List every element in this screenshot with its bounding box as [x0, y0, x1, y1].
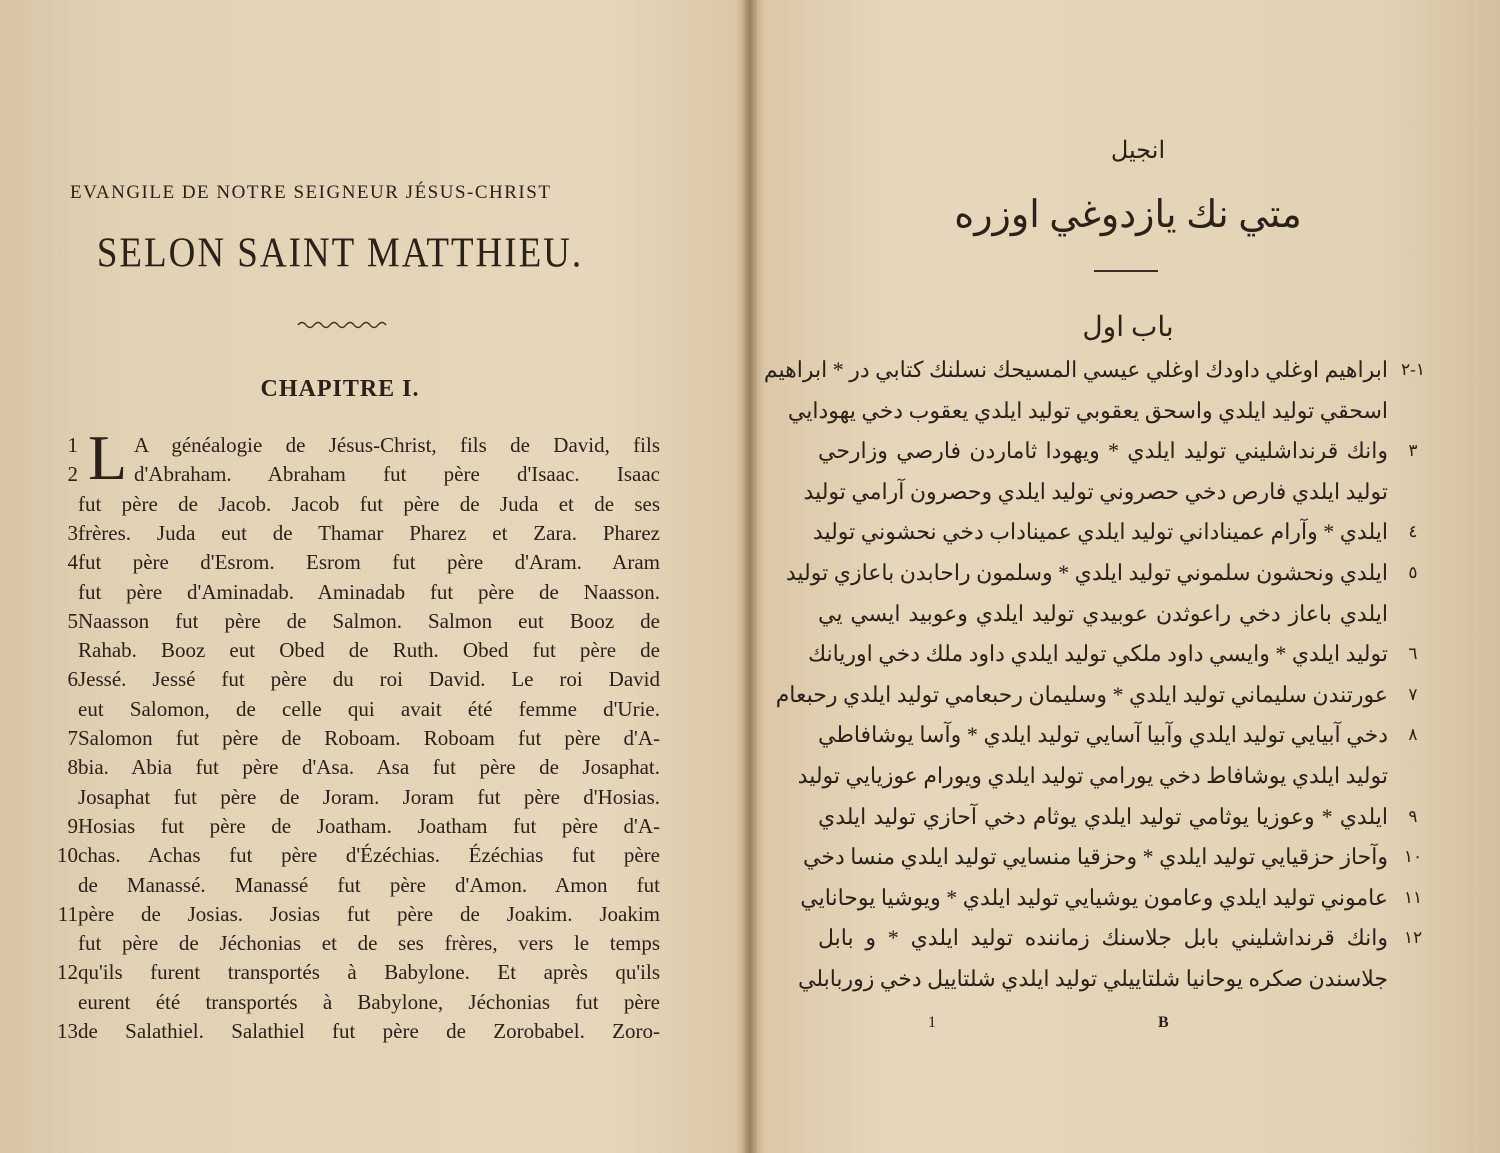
verse-number: 8 — [67, 755, 78, 780]
text-line-ottoman: وانك قرنداشليني بابل جلاسنك زماننده توليد ايلدي * و بابل — [818, 925, 1388, 951]
text-line: père de Josias. Josias fut père de Joakim. Joakim — [78, 901, 660, 926]
text-line: chas. Achas fut père d'Ézéchias. Ézéchias fut père — [78, 843, 660, 868]
verse-number — [48, 987, 78, 1017]
text-line: fut père de Jéchonias et de ses frères, vers le temps — [78, 931, 660, 956]
text-line: Naasson fut père de Salmon. Salmon eut Booz de — [78, 608, 660, 633]
text-line: Hosias fut père de Joatham. Joatham fut père d'A- — [78, 813, 660, 838]
verse-number-ottoman: ١٢ — [1403, 928, 1423, 948]
verse-number-ottoman: ١٠ — [1403, 847, 1423, 867]
verse-number — [48, 489, 78, 519]
text-line: frères. Juda eut de Thamar Pharez et Zara. Pharez — [78, 520, 660, 545]
verse-number-ottoman: ٣ — [1408, 441, 1418, 461]
verse-number-ottoman: ٤ — [1408, 522, 1418, 542]
verse-number-ottoman — [1388, 594, 1438, 634]
verse-number: 10 — [57, 843, 78, 868]
verse-number: 13 — [57, 1019, 78, 1043]
text-line-ottoman: ايلدي * وعوزيا يوثامي توليد ايلدي يوثام دخي آحازي توليد ايلدي — [818, 803, 1388, 829]
text-line-ottoman: وانك قرنداشليني توليد ايلدي * ويهودا ثاماردن فارصي وزارحي — [818, 438, 1388, 464]
verse-number-ottoman: ٩ — [1408, 806, 1418, 826]
right-page — [758, 0, 1500, 1153]
text-line: fut père d'Esrom. Esrom fut père d'Aram. Aram — [78, 550, 660, 575]
verse-number: 2 — [67, 462, 78, 487]
verse-number-ottoman: ١١ — [1403, 887, 1423, 907]
page-header: EVANGILE DE NOTRE SEIGNEUR JÉSUS-CHRIST — [70, 182, 552, 203]
chapter-heading: CHAPITRE I. — [260, 376, 420, 402]
verse-number-ottoman — [1388, 756, 1438, 796]
verse-number — [48, 635, 78, 665]
text-line: qu'ils furent transportés à Babylone. Et après qu'ils — [78, 960, 660, 985]
verse-number: 12 — [57, 960, 78, 985]
text-line-ottoman: توليد ايلدي فارص دخي حصروني توليد ايلدي وحصرون آرامي توليد — [803, 478, 1388, 504]
page-title: SELON SAINT MATTHIEU. — [96, 229, 584, 278]
text-line: de Manassé. Manassé fut père d'Amon. Amon fut — [78, 872, 660, 897]
verse-number — [48, 870, 78, 900]
text-line-ottoman: عورتندن سليماني توليد ايلدي * وسليمان رحبعامي توليد ايلدي رحبعام — [775, 681, 1388, 707]
text-line-ottoman: عاموني توليد ايلدي وعامون يوشيايي توليد ايلدي * ويوشيا يوحانايي — [800, 884, 1388, 910]
text-line: A généalogie de Jésus-Christ, fils de David, fils — [134, 433, 660, 457]
text-line: Salomon fut père de Roboam. Roboam fut père d'A- — [78, 726, 660, 750]
text-line-ottoman: جلاسندن صكره يوحانيا شلتاييلي توليد ايلدي شلتاييل دخي زوربابلي — [797, 966, 1388, 991]
verse-number-ottoman — [1388, 959, 1438, 999]
text-line-ottoman: دخي آبيايي توليد ايلدي وآبيا آسايي توليد ايلدي * وآسا يوشافاطي — [818, 722, 1388, 748]
text-line-ottoman: توليد ايلدي * وايسي داود ملكي توليد ايلدي داود ملك دخي اوريانك — [807, 641, 1388, 667]
verse-number: 4 — [67, 550, 78, 575]
ornament-squiggle — [296, 318, 392, 332]
verse-number-ottoman: ١-٢ — [1401, 360, 1425, 379]
verse-number-ottoman: ٧ — [1408, 684, 1418, 704]
text-line: d'Abraham. Abraham fut père d'Isaac. Isaac — [134, 462, 660, 487]
text-line: eurent été transportés à Babylone, Jéchonias fut père — [78, 989, 660, 1014]
text-line-ottoman: اسحقي توليد ايلدي واسحق يعقوبي توليد ايلدي يعقوب دخي يهودايي — [787, 397, 1388, 423]
footer-page-number: 1 — [928, 1014, 936, 1031]
verse-number — [48, 782, 78, 812]
text-line: fut père d'Aminadab. Aminadab fut père de Naasson. — [78, 579, 660, 604]
text-line-ottoman: ابراهيم اوغلي داودك اوغلي عيسي المسيحك نسلنك كتابي در * ابراهيم — [763, 357, 1388, 382]
text-line-ottoman: توليد ايلدي يوشافاط دخي يورامي توليد ايلدي ويورام عوزيايي توليد — [797, 763, 1388, 788]
verse-number: 11 — [57, 901, 78, 926]
drop-cap: L — [88, 422, 128, 493]
page-title-ottoman: متي نك يازدوغي اوزره — [954, 194, 1302, 236]
verse-number — [48, 928, 78, 958]
text-line: de Salathiel. Salathiel fut père de Zorobabel. Zoro- — [78, 1019, 660, 1043]
verse-number: 3 — [67, 520, 78, 545]
verse-number — [48, 577, 78, 607]
text-line: Jessé. Jessé fut père du roi David. Le roi David — [78, 667, 660, 692]
chapter-heading-ottoman: باب اول — [1082, 312, 1174, 343]
text-line-ottoman: ايلدي باعاز دخي راعوثدن عوبيدي توليد ايلدي وعوبيد ايسي يي — [818, 600, 1388, 626]
text-line: Rahab. Booz eut Obed de Ruth. Obed fut père de — [78, 638, 660, 663]
verse-number: 9 — [67, 813, 78, 838]
title-rule — [1094, 270, 1158, 272]
verse-number-ottoman: ٨ — [1408, 725, 1418, 745]
footer-signature-mark: B — [1158, 1014, 1169, 1031]
verse-number-ottoman — [1388, 391, 1438, 431]
text-line: Josaphat fut père de Joram. Joram fut père d'Hosias. — [78, 784, 660, 809]
text-line: fut père de Jacob. Jacob fut père de Juda et de ses — [78, 491, 660, 516]
verse-number — [48, 694, 78, 724]
verse-number-ottoman: ٥ — [1408, 563, 1418, 582]
text-line: bia. Abia fut père d'Asa. Asa fut père de Josaphat. — [78, 755, 660, 780]
verse-number: 1 — [67, 433, 78, 457]
verse-number-ottoman — [1388, 472, 1438, 512]
left-page — [0, 0, 745, 1153]
text-line-ottoman: ايلدي ونحشون سلموني توليد ايلدي * وسلمون راحابدن باعازي توليد — [785, 560, 1388, 585]
text-line: eut Salomon, de celle qui avait été femme d'Urie. — [78, 696, 660, 721]
verse-number: 6 — [67, 667, 78, 692]
text-line-ottoman: ايلدي * وآرام عميناداني توليد ايلدي عميناداب دخي نحشوني توليد — [812, 519, 1388, 545]
verse-number: 5 — [67, 608, 78, 633]
text-line-ottoman: وآحاز حزقيايي توليد ايلدي * وحزقيا منسايي توليد ايلدي منسا دخي — [803, 844, 1388, 870]
injil-heading: انجيل — [1110, 138, 1166, 164]
verse-number: 7 — [67, 726, 78, 750]
verse-number-ottoman: ٦ — [1408, 644, 1418, 664]
